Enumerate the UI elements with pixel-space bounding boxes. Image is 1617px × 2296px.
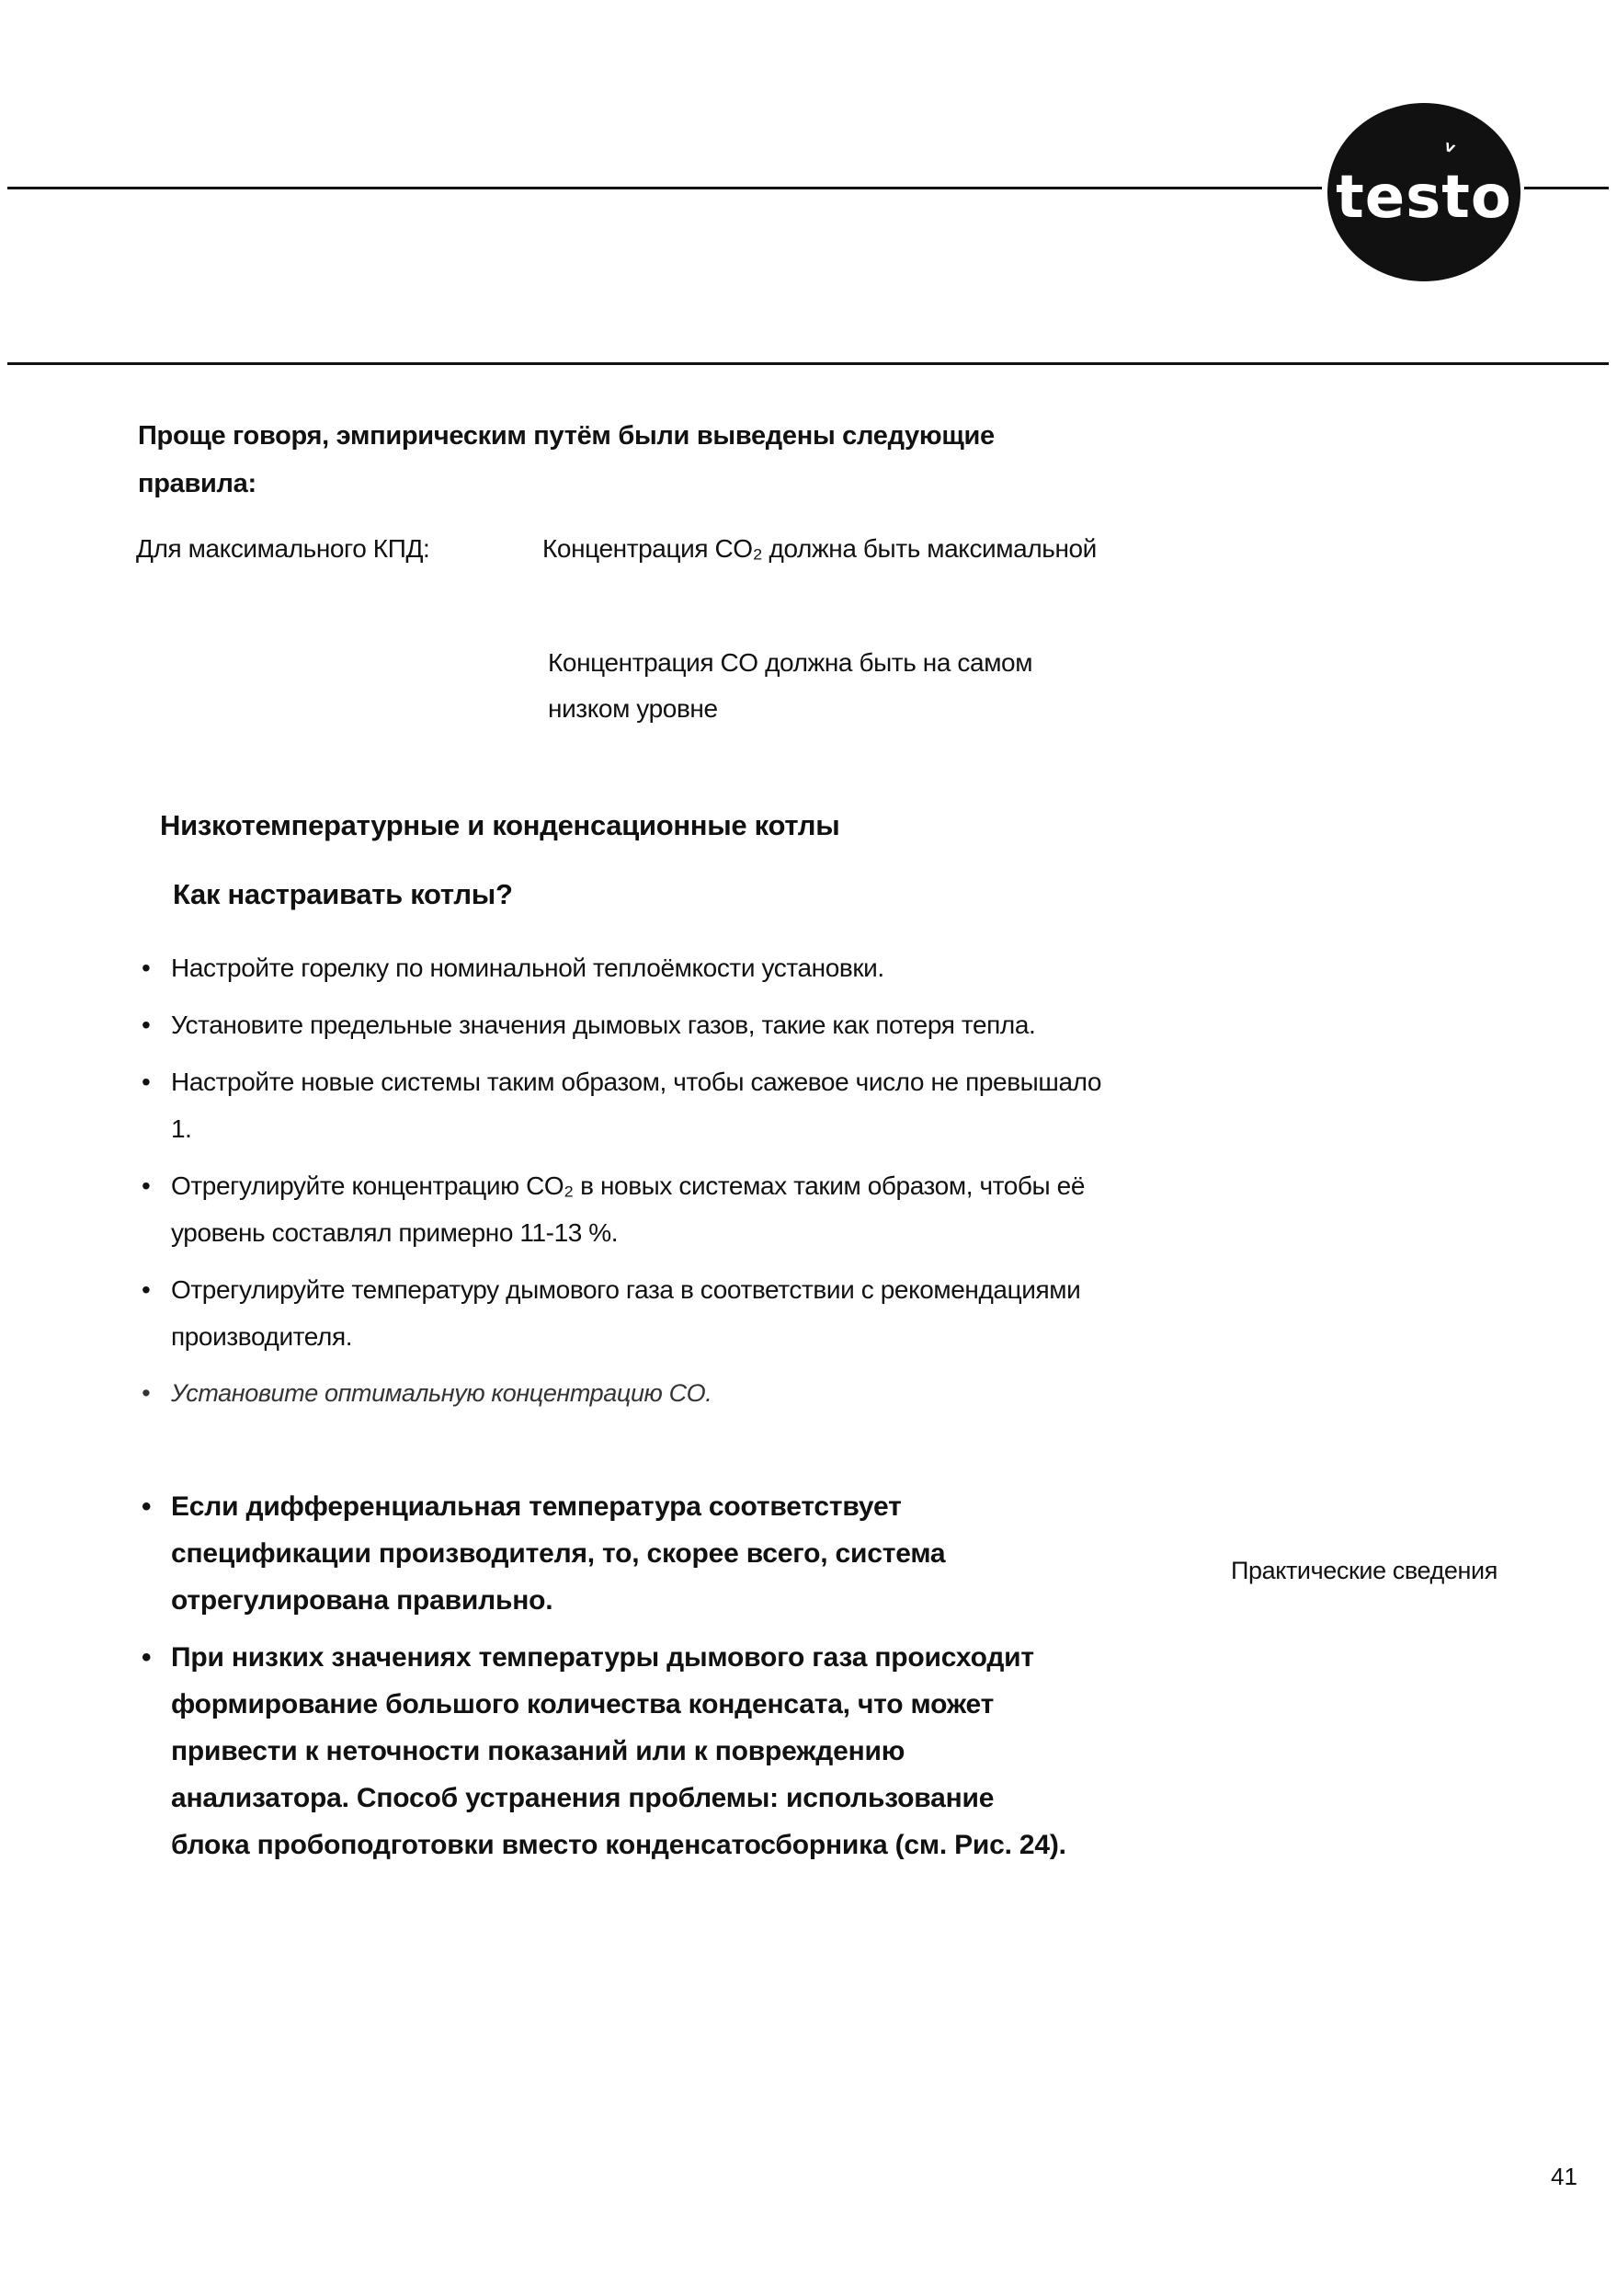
list-item xyxy=(138,1001,1103,1048)
list-item xyxy=(138,1370,1103,1417)
section-title: Низкотемпературные и конденсационные котлы xyxy=(160,809,840,841)
bullet-icon: • xyxy=(142,1642,152,1673)
logo-text: testo xyxy=(1336,164,1512,232)
list-item-text: Отрегулируйте температуру дымового газа в соответствии с рекомендациями производителя. xyxy=(171,1275,1081,1351)
bullet-icon: • xyxy=(142,1491,152,1522)
list-item xyxy=(138,1266,1103,1360)
list-item-text: Настройте новые системы таким образом, чтобы сажевое число не превышало 1. xyxy=(171,1068,1102,1143)
section-subtitle: Как настраивать котлы? xyxy=(173,878,513,910)
logo-accent-icon: ⱽ xyxy=(1440,138,1457,165)
bullet-icon: • xyxy=(142,1275,151,1304)
notes-list xyxy=(138,1483,1076,1879)
list-item xyxy=(138,1058,1103,1152)
header-rule-right xyxy=(1524,187,1609,189)
bullet-icon: • xyxy=(142,1379,151,1407)
bullet-icon: • xyxy=(142,1011,151,1039)
header-rule-left xyxy=(7,187,1322,189)
list-item-text: При низких значениях температуры дымового газа происходит формирование большого количества конденсата, что может привести к неточности показаний или к повреждению анализатора. Способ устранения проблемы: использование блока пробоподготовки вместо конденсатосборника (см. Рис. 24). xyxy=(171,1642,1066,1860)
list-item-text: Установите предельные значения дымовых газов, такие как потеря тепла. xyxy=(171,1011,1036,1039)
testo-logo xyxy=(1327,103,1520,281)
kpd-label: Для максимального КПД: xyxy=(136,534,430,563)
page-number: 41 xyxy=(1551,2163,1577,2190)
list-item-text: Если дифференциальная температура соответствует спецификации производителя, то, скорее всего, система отрегулирована правильно. xyxy=(171,1491,946,1616)
list-item xyxy=(138,1162,1103,1256)
list-item xyxy=(138,1634,1076,1868)
intro-paragraph: Проще говоря, эмпирическим путём были выведены следующие правила: xyxy=(138,421,995,498)
section-rule xyxy=(7,362,1609,365)
list-item xyxy=(138,1483,1076,1624)
list-item-text: Настройте горелку по номинальной теплоёмкости установки. xyxy=(171,954,884,982)
list-item xyxy=(138,944,1103,991)
bullet-icon: • xyxy=(142,1068,151,1096)
side-label: Практические сведения xyxy=(1231,1557,1497,1584)
rule-co: Концентрация CO должна быть на самом низком уровне xyxy=(548,648,1033,723)
settings-list xyxy=(138,944,1103,1427)
list-item-text: Установите оптимальную концентрацию CO. xyxy=(171,1379,712,1407)
list-item-text: Отрегулируйте концентрацию CO₂ в новых системах таким образом, чтобы её уровень составлял примерно 11-13 %. xyxy=(171,1171,1086,1247)
rule-co2: Концентрация CO₂ должна быть максимальной xyxy=(542,534,1097,563)
bullet-icon: • xyxy=(142,954,151,982)
bullet-icon: • xyxy=(142,1171,151,1200)
